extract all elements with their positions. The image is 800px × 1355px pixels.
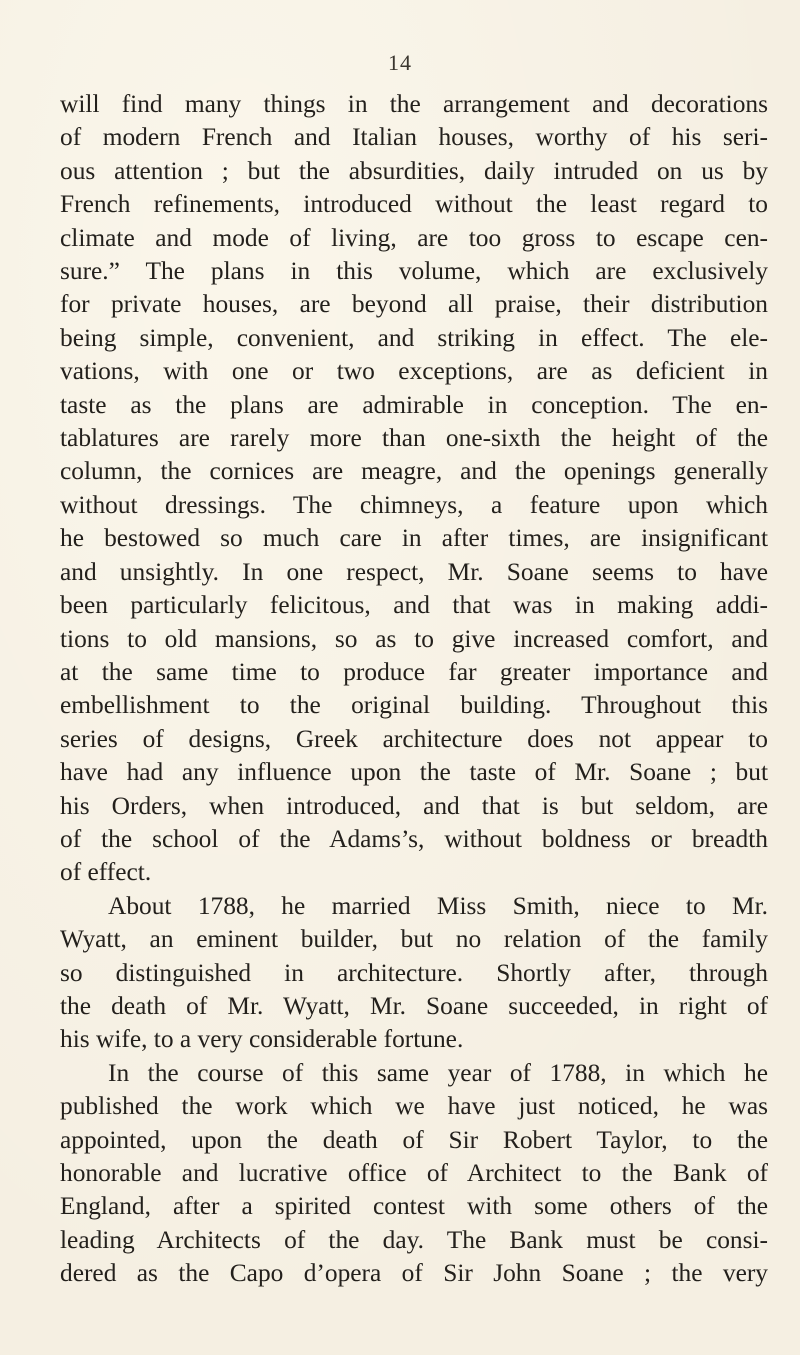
- text-line: ous attention ; but the absurdities, daily intruded on us by: [60, 156, 768, 185]
- text-line: dered as the Capo d’opera of Sir John Soane ; the very: [60, 1259, 768, 1288]
- text-line: vations, with one or two exceptions, are as deficient in: [60, 357, 768, 386]
- text-line: at the same time to produce far greater importance and: [60, 657, 768, 686]
- text-line: for private houses, are beyond all praise, their distribution: [60, 290, 768, 319]
- text-line: climate and mode of living, are too gross to escape cen-: [60, 223, 768, 252]
- text-line: being simple, convenient, and striking in effect. The ele-: [60, 323, 768, 352]
- text-line: appointed, upon the death of Sir Robert Taylor, to the: [60, 1125, 768, 1154]
- text-line: tablatures are rarely more than one-sixth the height of the: [60, 424, 768, 453]
- text-line: he bestowed so much care in after times, are insignificant: [60, 524, 768, 553]
- text-line: sure.” The plans in this volume, which are exclusively: [60, 257, 768, 286]
- page-number: 14: [388, 50, 412, 75]
- text-line: of the school of the Adams’s, without boldness or breadth: [60, 824, 768, 853]
- text-line: French refinements, introduced without the least regard to: [60, 190, 768, 219]
- text-line: column, the cornices are meagre, and the openings generally: [60, 457, 768, 486]
- text-line: taste as the plans are admirable in conception. The en-: [60, 390, 768, 419]
- text-line: of modern French and Italian houses, worthy of his seri-: [60, 123, 768, 152]
- text-line: and unsightly. In one respect, Mr. Soane seems to have: [60, 557, 768, 586]
- text-line: series of designs, Greek architecture does not appear to: [60, 724, 768, 753]
- text-line: published the work which we have just noticed, he was: [60, 1092, 768, 1121]
- text-line: without dressings. The chimneys, a feature upon which: [60, 490, 768, 519]
- text-line: the death of Mr. Wyatt, Mr. Soane succeeded, in right of: [60, 991, 768, 1020]
- text-line: honorable and lucrative office of Architect to the Bank of: [60, 1159, 768, 1187]
- text-line: his wife, to a very considerable fortune.: [60, 1025, 464, 1054]
- body-text: [60, 88, 768, 1291]
- text-line: been particularly felicitous, and that was in making addi-: [60, 591, 768, 620]
- text-line: of effect.: [60, 858, 152, 887]
- text-line: tions to old mansions, so as to give increased comfort, and: [60, 624, 768, 653]
- text-line: England, after a spirited contest with some others of the: [60, 1192, 768, 1221]
- text-line: so distinguished in architecture. Shortly after, through: [60, 958, 768, 987]
- text-line: Wyatt, an eminent builder, but no relation of the family: [60, 925, 768, 954]
- text-line: embellishment to the original building. Throughout this: [60, 691, 768, 720]
- text-line: will find many things in the arrangement and decorations: [60, 90, 768, 118]
- text-line: About 1788, he married Miss Smith, niece to Mr.: [108, 891, 768, 920]
- text-line: leading Architects of the day. The Bank must be consi-: [60, 1225, 768, 1254]
- text-line: his Orders, when introduced, and that is but seldom, are: [60, 791, 768, 820]
- text-line: have had any influence upon the taste of Mr. Soane ; but: [60, 758, 768, 787]
- text-line: In the course of this same year of 1788, in which he: [108, 1058, 768, 1087]
